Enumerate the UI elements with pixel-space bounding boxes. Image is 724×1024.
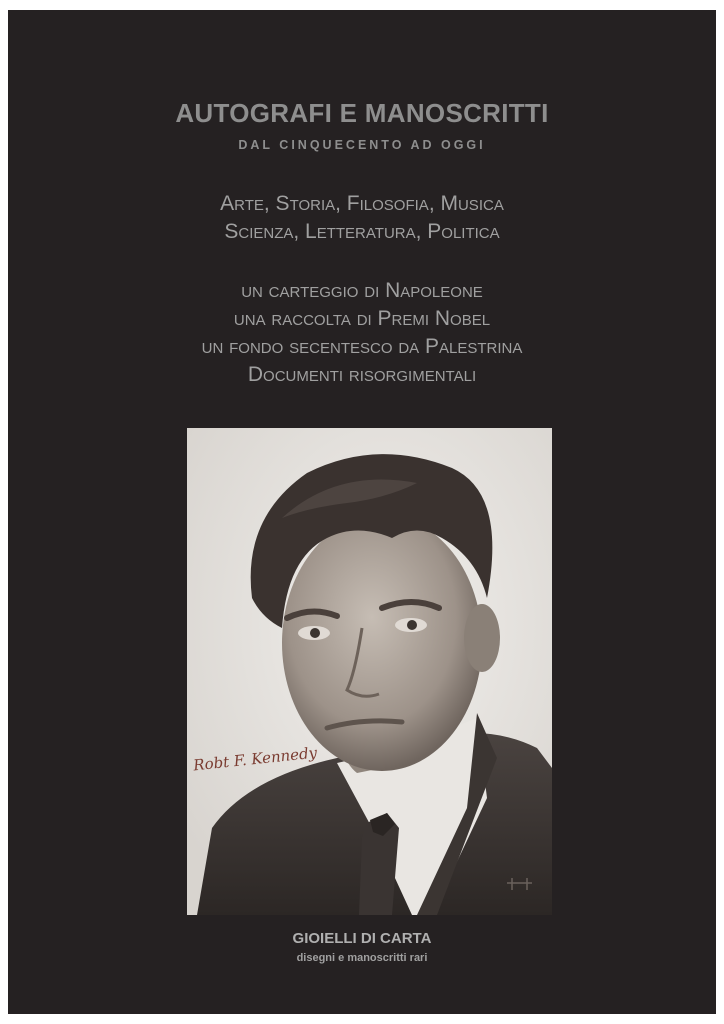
highlight-line: una raccolta di Premi Nobel (233, 307, 491, 330)
highlight-line: Documenti risorgimentali (247, 363, 477, 386)
highlights-list (8, 277, 716, 389)
page-title: AUTOGRAFI E MANOSCRITTI (175, 98, 549, 128)
publisher-name: GIOIELLI DI CARTA (292, 930, 432, 947)
catalog-cover (8, 10, 716, 1014)
subjects-line: Scienza, Letteratura, Politica (224, 220, 500, 243)
handwritten-signature: Robt F. Kennedy (192, 743, 318, 775)
page-subtitle: DAL CINQUECENTO AD OGGI (238, 138, 486, 152)
highlight-line: un fondo secentesco da Palestrina (201, 335, 523, 358)
highlight-line: un carteggio di Napoleone (241, 279, 483, 302)
signed-portrait-photo (187, 428, 552, 915)
subjects-list (8, 190, 716, 246)
portrait-illustration (187, 428, 552, 915)
publisher-tagline: disegni e manoscritti rari (296, 952, 428, 964)
subjects-line: Arte, Storia, Filosofia, Musica (220, 192, 504, 215)
